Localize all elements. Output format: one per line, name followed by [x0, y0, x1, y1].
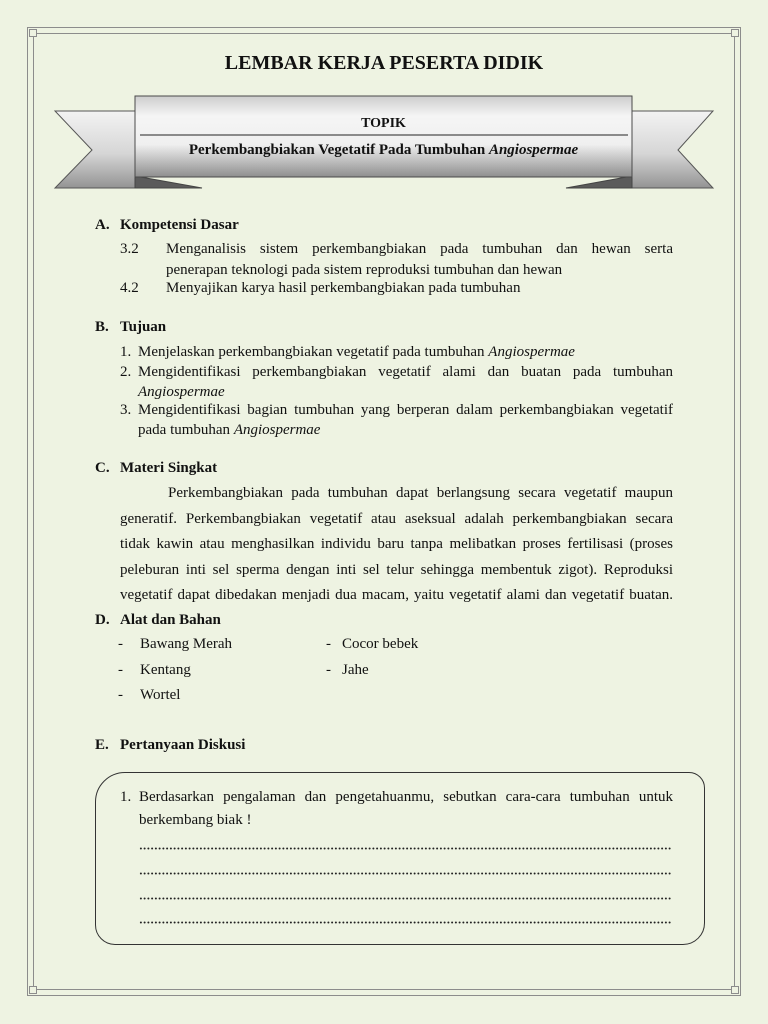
material-item: Cocor bebek [342, 636, 419, 652]
section-a-heading: Kompetensi Dasar [120, 217, 239, 233]
banner-topic [135, 141, 632, 159]
question-number: 1. [120, 789, 132, 805]
objective-italic-term: Angiospermae [233, 422, 321, 438]
material-item: Bawang Merah [140, 636, 233, 652]
frame-corner-bottom-left [29, 986, 37, 994]
objective-text: pada tumbuhan [138, 422, 231, 438]
objective-text-line [138, 421, 320, 439]
material-paragraph-line: peleburan inti sel sperma dengan inti sel telur sehingga membentuk zigot). Reproduksi [120, 562, 673, 578]
kd-text-line: penerapan teknologi pada sistem reproduksi tumbuhan dan hewan [166, 262, 563, 278]
answer-line[interactable] [139, 847, 672, 850]
objective-text-line [138, 383, 225, 401]
ribbon-band [135, 96, 632, 177]
material-paragraph-line: vegetatif dapat dibedakan menjadi dua macam, yaitu vegetatif alami dan vegetatif buatan. [120, 587, 673, 603]
kd-text-line: Menyajikan karya hasil perkembangbiakan pada tumbuhan [166, 280, 521, 296]
ribbon-left-tail [55, 111, 145, 188]
answer-line[interactable] [139, 872, 672, 875]
list-bullet: - [118, 687, 123, 703]
banner-topic-italic: Angiospermae [488, 142, 579, 158]
material-item: Kentang [140, 662, 191, 678]
answer-line[interactable] [139, 897, 672, 900]
objective-text-line: Mengidentifikasi bagian tumbuhan yang berperan dalam perkembangbiakan vegetatif [138, 402, 673, 418]
section-d-heading: Alat dan Bahan [120, 612, 221, 628]
objective-number: 1. [120, 344, 132, 360]
objective-text: Menjelaskan perkembangbiakan vegetatif pada tumbuhan [138, 344, 485, 360]
ribbon-right-tail [623, 111, 713, 188]
ribbon-left-fold [135, 176, 202, 188]
section-d-letter: D. [95, 612, 110, 628]
material-paragraph-line: tidak kawin atau menghasilkan individu baru tanpa melibatkan proses fertilisasi (proses [120, 536, 673, 552]
section-c-letter: C. [95, 460, 110, 476]
objective-number: 3. [120, 402, 132, 418]
section-e-heading: Pertanyaan Diskusi [120, 737, 246, 753]
answer-line[interactable] [139, 921, 672, 924]
objective-number: 2. [120, 364, 132, 380]
ribbon-right-fold [566, 176, 632, 188]
section-e-letter: E. [95, 737, 109, 753]
objective-text-line [138, 343, 575, 361]
material-paragraph-line: generatif. Perkembangbiakan vegetatif atau aseksual adalah perkembangbiakan secara [120, 511, 673, 527]
material-item: Jahe [342, 662, 369, 678]
topic-ribbon [0, 0, 768, 200]
kd-number: 4.2 [120, 280, 139, 296]
objective-text-line: Mengidentifikasi perkembangbiakan vegetatif alami dan buatan pada tumbuhan [138, 364, 673, 380]
frame-corner-bottom-right [731, 986, 739, 994]
banner-label: TOPIK [361, 116, 406, 131]
question-text-line: berkembang biak ! [139, 812, 252, 828]
list-bullet: - [118, 662, 123, 678]
banner-topic-text: Perkembangbiakan Vegetatif Pada Tumbuhan [188, 142, 486, 158]
material-paragraph-line: Perkembangbiakan pada tumbuhan dapat berlangsung secara vegetatif maupun [168, 485, 673, 501]
list-bullet: - [326, 662, 331, 678]
kd-number: 3.2 [120, 241, 139, 257]
section-b-letter: B. [95, 319, 109, 335]
objective-italic-term: Angiospermae [138, 384, 225, 400]
objective-italic-term: Angiospermae [488, 344, 575, 360]
document-title: LEMBAR KERJA PESERTA DIDIK [224, 52, 544, 74]
section-c-heading: Materi Singkat [120, 460, 218, 476]
section-a-letter: A. [95, 217, 110, 233]
list-bullet: - [118, 636, 123, 652]
material-item: Wortel [140, 687, 181, 703]
kd-text-line: Menganalisis sistem perkembangbiakan pada tumbuhan dan hewan serta [166, 241, 673, 257]
question-text-line: Berdasarkan pengalaman dan pengetahuanmu, sebutkan cara-cara tumbuhan untuk [139, 789, 673, 805]
section-b-heading: Tujuan [120, 319, 167, 335]
list-bullet: - [326, 636, 331, 652]
